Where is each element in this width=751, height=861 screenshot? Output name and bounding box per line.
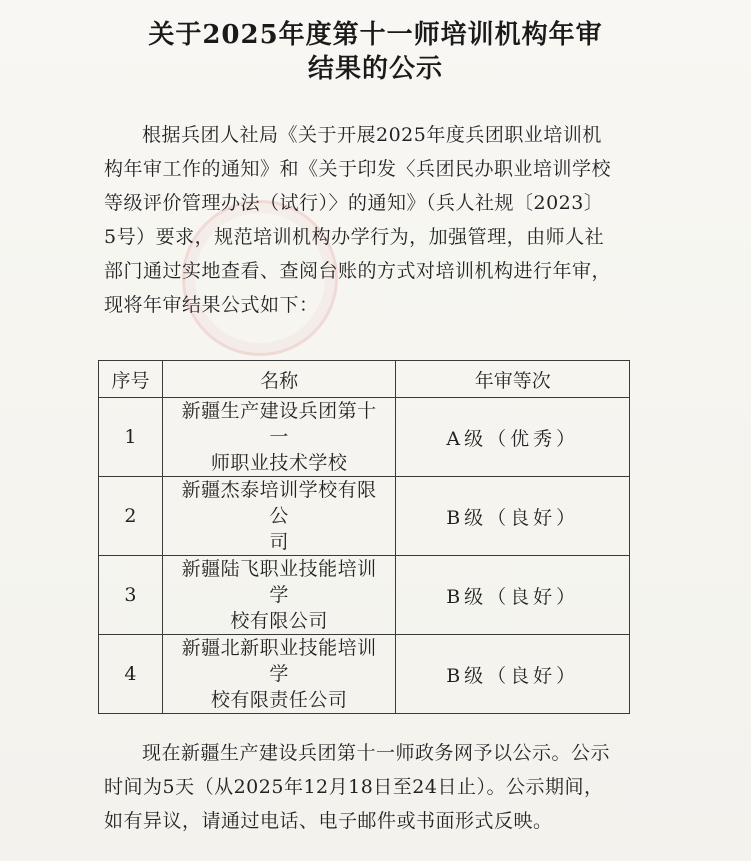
header-no: 序号 xyxy=(99,361,163,398)
table-row xyxy=(99,556,630,635)
intro-line: 现将年审结果公式如下： xyxy=(104,294,319,316)
intro-line: 构年审工作的通知》和《关于印发〈兵团民办职业培训学校 xyxy=(104,158,612,180)
row-name-line: 司 xyxy=(269,531,289,553)
row-name xyxy=(162,477,396,556)
row-level: B级（良好） xyxy=(396,635,630,714)
table-row xyxy=(99,477,630,556)
results-table xyxy=(98,360,630,714)
header-level: 年审等次 xyxy=(396,361,630,398)
row-name-line: 新疆陆飞职业技能培训学 xyxy=(181,558,377,606)
row-name-line: 校有限公司 xyxy=(230,610,328,632)
intro-paragraph xyxy=(104,118,644,322)
intro-line: 等级评价管理办法（试行）〉的通知》（兵人社规〔2023〕 xyxy=(104,192,604,214)
document-title-line-2: 结果的公示 xyxy=(307,54,443,84)
closing-line: 时间为5天（从2025年12月18日至24日止）。公示期间， xyxy=(104,776,604,798)
row-name-line: 新疆杰泰培训学校有限公 xyxy=(181,479,377,527)
row-name-line: 师职业技术学校 xyxy=(210,452,348,474)
row-name-line: 校有限责任公司 xyxy=(210,689,348,711)
intro-line: 根据兵团人社局《关于开展2025年度兵团职业培训机 xyxy=(142,124,602,146)
row-name xyxy=(162,635,396,714)
document-title-line-1: 关于2025年度第十一师培训机构年审 xyxy=(148,20,603,50)
row-no: 1 xyxy=(99,398,163,477)
table-header-row xyxy=(99,361,630,398)
header-name: 名称 xyxy=(162,361,396,398)
row-no: 3 xyxy=(99,556,163,635)
closing-line: 现在新疆生产建设兵团第十一师政务网予以公示。公示 xyxy=(142,742,611,764)
intro-line: 部门通过实地查看、查阅台账的方式对培训机构进行年审， xyxy=(104,260,612,282)
closing-line: 如有异议，请通过电话、电子邮件或书面形式反映。 xyxy=(104,810,553,832)
row-name-line: 新疆生产建设兵团第十一 xyxy=(181,400,377,448)
row-no: 2 xyxy=(99,477,163,556)
table-row xyxy=(99,398,630,477)
row-level: B级（良好） xyxy=(396,556,630,635)
row-level: A级（优秀） xyxy=(396,398,630,477)
table-row xyxy=(99,635,630,714)
intro-line: 5号）要求，规范培训机构办学行为，加强管理，由师人社 xyxy=(104,226,605,248)
row-no: 4 xyxy=(99,635,163,714)
row-name-line: 新疆北新职业技能培训学 xyxy=(181,637,377,685)
row-level: B级（良好） xyxy=(396,477,630,556)
closing-paragraph xyxy=(104,736,644,838)
row-name xyxy=(162,556,396,635)
row-name xyxy=(162,398,396,477)
